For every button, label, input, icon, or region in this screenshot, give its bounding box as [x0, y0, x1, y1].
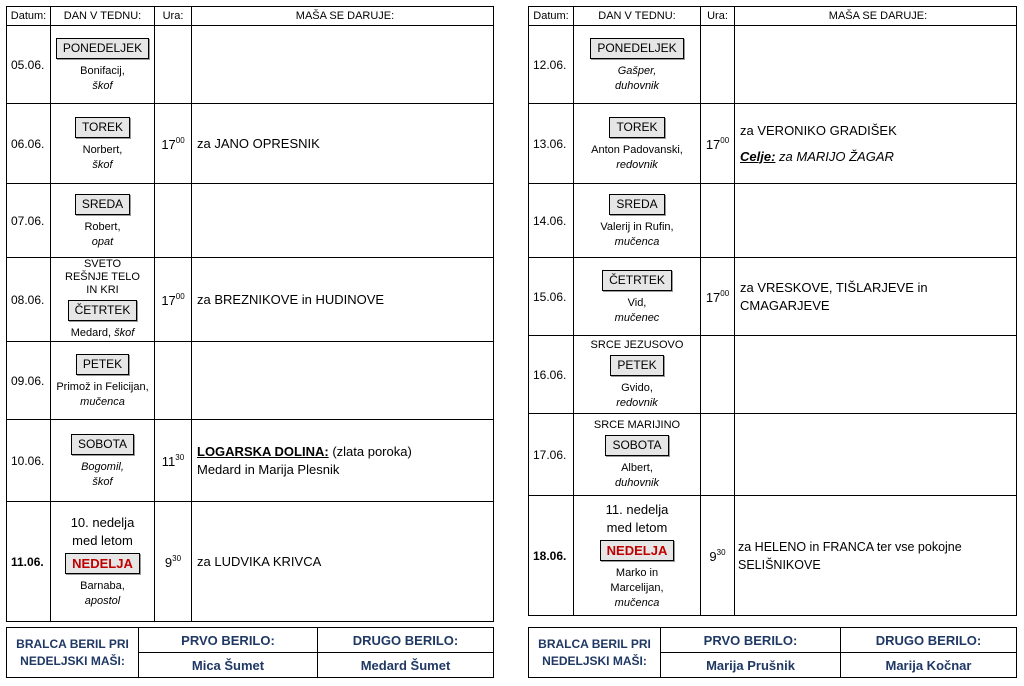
- saint-title: škof: [114, 327, 135, 339]
- day-cell: [574, 414, 701, 496]
- intent-cell: [192, 420, 494, 502]
- intent-text: (zlata poroka): [332, 443, 412, 459]
- header-time: Ura:: [155, 7, 192, 26]
- time-hour: 17: [705, 136, 721, 152]
- saint-title: mučenca: [614, 596, 660, 609]
- intent-cell: [735, 258, 1017, 336]
- intent-text: za JANO OPRESNIK: [197, 135, 320, 151]
- time-cell: [701, 496, 735, 616]
- saint-name: Valerij in Rufin,: [600, 221, 674, 233]
- saint-name: Norbert,: [82, 144, 123, 156]
- day-cell: [51, 184, 155, 258]
- table-row: [529, 104, 1017, 184]
- date-cell: 18.06.: [529, 496, 574, 616]
- time-cell: [701, 184, 735, 258]
- table-row: [7, 26, 494, 104]
- table-row: [529, 258, 1017, 336]
- intent-text: za BREZNIKOVE in HUDINOVE: [197, 291, 385, 307]
- second-reader-name: Medard Šumet: [318, 653, 494, 678]
- time-hour: 9: [164, 554, 173, 570]
- intent-cell: [735, 496, 1017, 616]
- table-row: [7, 342, 494, 420]
- day-cell: [51, 502, 155, 622]
- header-intent: MAŠA SE DARUJE:: [735, 7, 1017, 26]
- table-row: [529, 26, 1017, 104]
- second-reading-label: DRUGO BERILO:: [841, 628, 1017, 653]
- readers-row-labels: [7, 628, 494, 653]
- saint-title: duhovnik: [614, 80, 660, 92]
- intent-text: za LUDVIKA KRIVCA: [197, 553, 322, 569]
- intent-cell: [192, 258, 494, 342]
- feast-label: SRCE JEZUSOVO: [590, 338, 684, 351]
- saint-name: Anton Padovanski,: [591, 144, 683, 156]
- date-cell: 09.06.: [7, 342, 51, 420]
- time-cell: [155, 258, 192, 342]
- time-hour: 9: [709, 548, 717, 564]
- date-cell: 12.06.: [529, 26, 574, 104]
- saint-title: apostol: [84, 595, 121, 607]
- date-cell: 15.06.: [529, 258, 574, 336]
- feast-label: SRCE MARIJINO: [593, 418, 681, 431]
- header-date: Datum:: [529, 7, 574, 26]
- header-day: DAN V TEDNU:: [574, 7, 701, 26]
- saint-title: duhovnik: [614, 476, 660, 489]
- header-row: [529, 7, 1017, 26]
- time-hour: 17: [161, 292, 176, 308]
- day-cell: [574, 104, 701, 184]
- date-cell: 14.06.: [529, 184, 574, 258]
- date-cell: 05.06.: [7, 26, 51, 104]
- header-date: Datum:: [7, 7, 51, 26]
- time-cell: [155, 342, 192, 420]
- saint-name: Robert,: [84, 221, 121, 233]
- day-cell: [574, 26, 701, 104]
- intent-cell: [735, 336, 1017, 414]
- saint-name: Albert,: [621, 461, 653, 474]
- intent-line-2: Medard in Marija Plesnik: [197, 461, 340, 477]
- intent-cell: [735, 104, 1017, 184]
- saint-name: Vid,: [627, 297, 647, 309]
- intent-line-1: [197, 443, 493, 461]
- sunday-label: 11. nedelja med letom: [605, 501, 669, 535]
- readers-title: BRALCA BERIL PRI NEDELJSKI MAŠI:: [7, 628, 139, 678]
- table-row: [529, 184, 1017, 258]
- header-row: [7, 7, 494, 26]
- saint-title: škof: [92, 476, 113, 488]
- day-label: SREDA: [609, 194, 664, 215]
- day-label: PONEDELJEK: [56, 38, 149, 59]
- time-minute: 00: [720, 288, 730, 298]
- intent-cell: [192, 26, 494, 104]
- day-label: ČETRTEK: [68, 300, 138, 321]
- time-cell: [701, 104, 735, 184]
- readers-title: BRALCA BERIL PRI NEDELJSKI MAŠI:: [529, 628, 661, 678]
- header-intent: MAŠA SE DARUJE:: [192, 7, 494, 26]
- date-cell: 07.06.: [7, 184, 51, 258]
- date-cell: 16.06.: [529, 336, 574, 414]
- time-cell: [155, 26, 192, 104]
- table-row: [529, 496, 1017, 616]
- day-cell: [51, 26, 155, 104]
- second-reading-label: DRUGO BERILO:: [318, 628, 494, 653]
- day-cell: [51, 104, 155, 184]
- day-label: ČETRTEK: [602, 270, 672, 291]
- saint-title: mučenca: [80, 396, 125, 408]
- date-cell: 10.06.: [7, 420, 51, 502]
- intent-cell: [735, 26, 1017, 104]
- table-row: [7, 420, 494, 502]
- day-label: PETEK: [610, 355, 663, 376]
- intent-cell: [192, 342, 494, 420]
- saint-name: Bogomil,: [81, 461, 124, 473]
- saint-title: redovnik: [616, 159, 658, 171]
- intent-text: za HELENO in FRANCA ter vse pokojne SELIŠNIKOVE: [738, 539, 962, 572]
- intent-cell: [192, 104, 494, 184]
- day-cell: [574, 184, 701, 258]
- date-cell: 08.06.: [7, 258, 51, 342]
- day-cell: [574, 496, 701, 616]
- schedule-right: [528, 6, 1017, 616]
- day-cell: [51, 420, 155, 502]
- day-label: NEDELJA: [65, 553, 140, 574]
- saint-name: Gašper,: [617, 65, 657, 77]
- saint-title: škof: [92, 80, 113, 92]
- day-cell: [574, 258, 701, 336]
- time-cell: [701, 336, 735, 414]
- schedule-left: [6, 6, 494, 622]
- saint-title: redovnik: [616, 396, 658, 409]
- first-reading-label: PRVO BERILO:: [139, 628, 318, 653]
- table-row: [7, 258, 494, 342]
- time-cell: [155, 184, 192, 258]
- saint-name: Medard,: [70, 327, 112, 339]
- time-hour: 11: [161, 453, 176, 469]
- time-cell: [155, 420, 192, 502]
- day-label: TOREK: [609, 117, 664, 138]
- intent-cell: [735, 414, 1017, 496]
- day-cell: [51, 342, 155, 420]
- saint-line: [51, 326, 154, 341]
- time-cell: [701, 414, 735, 496]
- first-reader-name: Mica Šumet: [139, 653, 318, 678]
- readers-right: [528, 627, 1017, 678]
- saint-title: opat: [91, 236, 114, 248]
- day-label: SREDA: [75, 194, 130, 215]
- time-hour: 17: [161, 136, 176, 152]
- header-day: DAN V TEDNU:: [51, 7, 155, 26]
- sunday-label: 10. nedelja med letom: [70, 515, 135, 548]
- time-cell: [701, 26, 735, 104]
- day-label: NEDELJA: [600, 540, 675, 561]
- day-label: PETEK: [76, 354, 129, 375]
- table-row: [529, 414, 1017, 496]
- day-label: SOBOTA: [605, 435, 668, 456]
- time-cell: [155, 502, 192, 622]
- time-minute: 30: [172, 553, 182, 563]
- time-minute: 30: [175, 452, 185, 462]
- time-hour: 17: [705, 289, 721, 305]
- date-cell: 13.06.: [529, 104, 574, 184]
- saint-name: Bonifacij,: [80, 65, 125, 77]
- time-minute: 00: [175, 291, 185, 301]
- saint-name: Marko in Marcelijan,: [610, 566, 664, 594]
- first-reading-label: PRVO BERILO:: [661, 628, 841, 653]
- time-minute: 00: [175, 135, 185, 145]
- saint-name: Gvido,: [621, 381, 653, 394]
- intent-place: LOGARSKA DOLINA:: [197, 443, 329, 459]
- intent-text-2: za MARIJO ŽAGAR: [779, 148, 894, 164]
- feast-label: SVETO REŠNJE TELO IN KRI: [65, 258, 140, 296]
- intent-cell: [192, 502, 494, 622]
- second-reader-name: Marija Kočnar: [841, 653, 1017, 678]
- time-cell: [155, 104, 192, 184]
- table-row: [7, 502, 494, 622]
- time-minute: 00: [720, 135, 730, 145]
- day-label: PONEDELJEK: [590, 38, 683, 59]
- saint-name: Barnaba,: [80, 580, 125, 592]
- intent-text: za VERONIKO GRADIŠEK: [740, 122, 897, 138]
- readers-row-labels: [529, 628, 1017, 653]
- table-row: [7, 184, 494, 258]
- day-label: SOBOTA: [71, 434, 134, 455]
- time-cell: [701, 258, 735, 336]
- table-row: [529, 336, 1017, 414]
- intent-cell: [735, 184, 1017, 258]
- saint-title: mučenec: [614, 312, 660, 324]
- saint-title: mučenca: [614, 236, 660, 248]
- date-cell: 11.06.: [7, 502, 51, 622]
- intent-cell: [192, 184, 494, 258]
- time-minute: 30: [716, 547, 726, 557]
- saint-name: Primož in Felicijan,: [56, 381, 149, 393]
- date-cell: 06.06.: [7, 104, 51, 184]
- header-time: Ura:: [701, 7, 735, 26]
- day-cell: [574, 336, 701, 414]
- readers-left: [6, 627, 494, 678]
- day-label: TOREK: [75, 117, 130, 138]
- intent-place: Celje:: [740, 148, 776, 164]
- first-reader-name: Marija Prušnik: [661, 653, 841, 678]
- table-row: [7, 104, 494, 184]
- intent-line-2: [740, 148, 1016, 166]
- saint-title: škof: [92, 159, 113, 171]
- day-cell: [51, 258, 155, 342]
- intent-text: za VRESKOVE, TIŠLARJEVE in CMAGARJEVE: [740, 279, 928, 313]
- date-cell: 17.06.: [529, 414, 574, 496]
